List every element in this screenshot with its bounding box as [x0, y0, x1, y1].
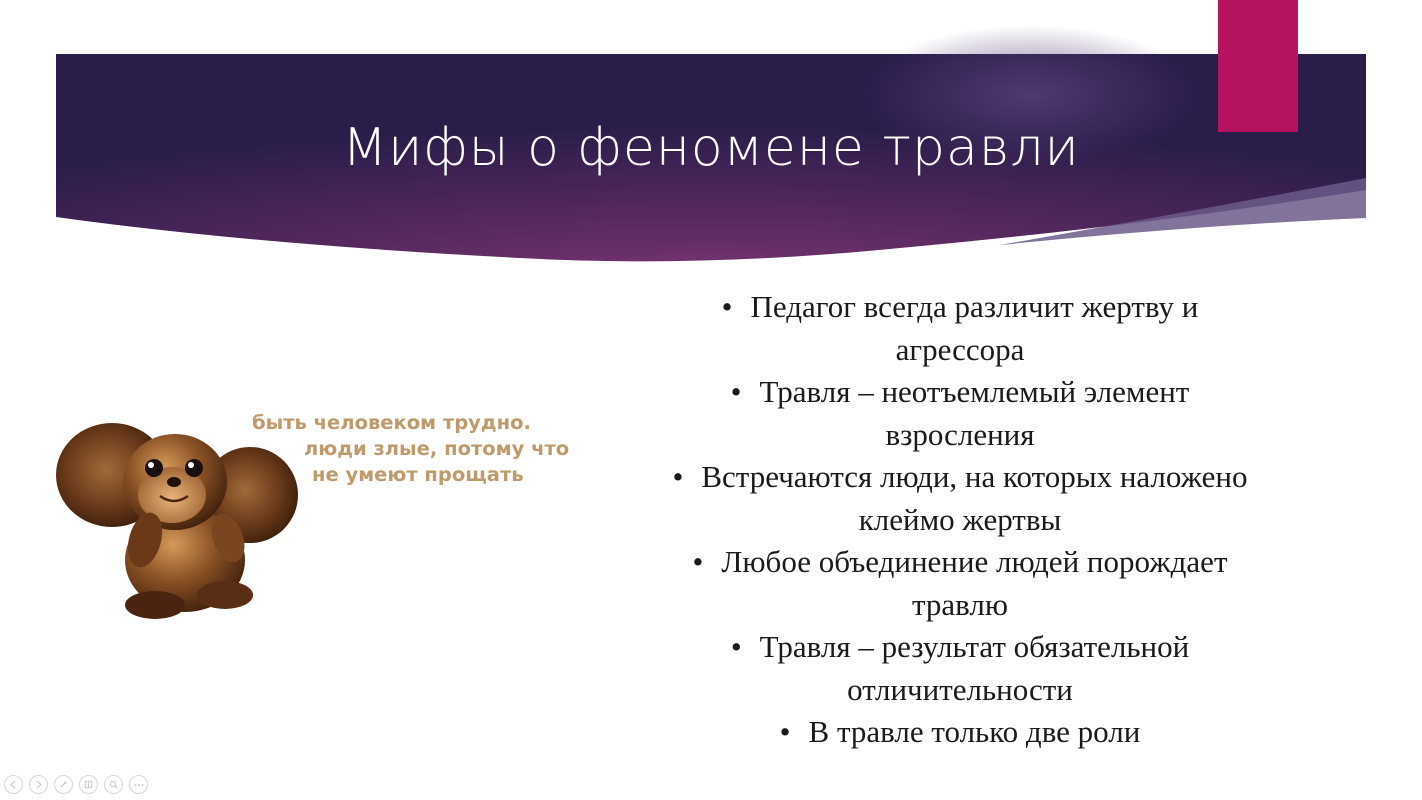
slideshow-toolbar	[4, 775, 148, 794]
myths-list	[610, 286, 1310, 754]
quote-text	[252, 410, 612, 488]
previous-icon[interactable]	[4, 775, 23, 794]
zoom-icon[interactable]	[104, 775, 123, 794]
slide-title: Мифы о феномене травли	[342, 118, 1080, 178]
list-item: • Травля – результат обязательной отличительности	[730, 629, 1190, 707]
next-icon[interactable]	[29, 775, 48, 794]
accent-tab	[1218, 0, 1298, 132]
list-item: • Любое объединение людей порождает травлю	[692, 544, 1228, 622]
pen-icon[interactable]	[54, 775, 73, 794]
list-item: • В травле только две роли	[779, 714, 1141, 749]
quote-line: не умеют прощать	[312, 463, 524, 486]
list-item: • Педагог всегда различит жертву и агрессора	[721, 289, 1199, 367]
list-item: • Встречаются люди, на которых наложено клеймо жертвы	[672, 459, 1248, 537]
quote-line: люди злые, потому что	[304, 437, 570, 460]
quote-line: быть человеком трудно.	[252, 411, 531, 434]
list-item: • Травля – неотъемлемый элемент взросления	[730, 374, 1190, 452]
slides-icon[interactable]	[79, 775, 98, 794]
more-icon[interactable]	[129, 775, 148, 794]
